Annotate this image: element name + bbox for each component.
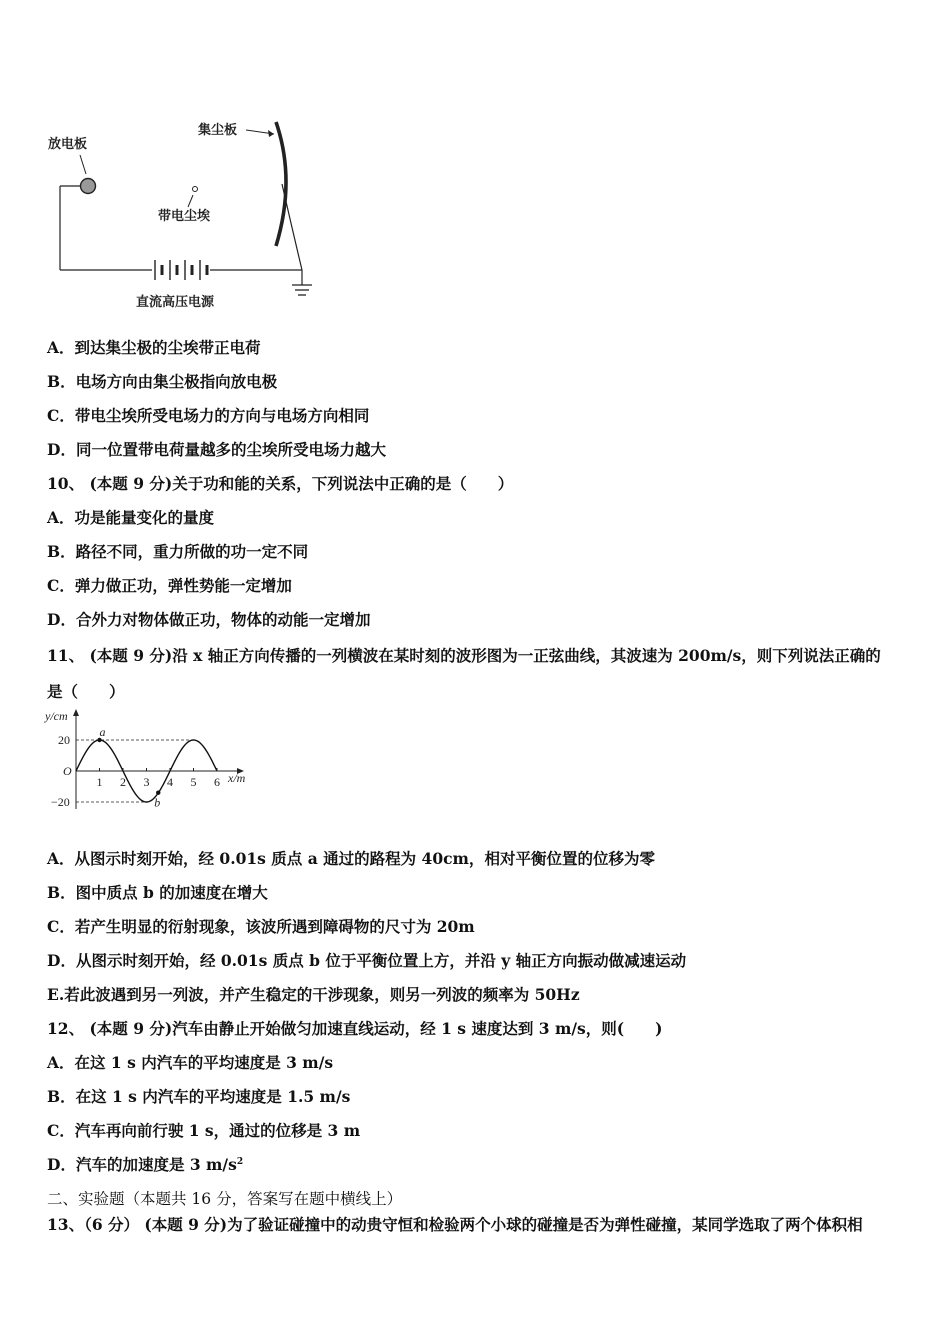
- emitter-plate: [81, 179, 96, 194]
- point-label-a: a: [99, 725, 106, 739]
- y-tick-label: 20: [58, 733, 70, 747]
- point-b: [156, 791, 160, 795]
- ground-icon: [292, 285, 312, 295]
- q10-stem: 10、 (本题 9 分)关于功和能的关系，下列说法中正确的是（ ）: [47, 474, 514, 493]
- y-tick-label: −20: [51, 795, 70, 809]
- collector-plate: [276, 122, 286, 246]
- q11-option-e: E.若此波遇到另一列波，并产生稳定的干涉现象，则另一列波的频率为 50Hz: [47, 985, 580, 1004]
- q13-stem: 13、（6 分） (本题 9 分)为了验证碰撞中的动贵守恒和检验两个小球的碰撞是否为弹性碰撞，某同学选取了两个体积相: [47, 1215, 863, 1234]
- collector-label: 集尘板: [198, 123, 238, 138]
- q9-option-a: A．到达集尘极的尘埃带正电荷: [47, 338, 261, 357]
- q9-option-c: C．带电尘埃所受电场力的方向与电场方向相同: [47, 406, 370, 425]
- q9-option-b: B．电场方向由集尘极指向放电极: [47, 372, 278, 391]
- q11-stem-line1: 11、 (本题 9 分)沿 x 轴正方向传播的一列横波在某时刻的波形图为一正弦曲线，其波速为 200m/s，则下列说法正确的: [47, 646, 881, 665]
- q10-option-b: B．路径不同，重力所做的功一定不同: [47, 542, 309, 561]
- q11-stem-line2: 是（ ）: [47, 682, 125, 701]
- collector-arrow-icon: [268, 130, 274, 137]
- emitter-label: 放电板: [48, 137, 88, 152]
- q10-option-c: C．弹力做正功，弹性势能一定增加: [47, 576, 292, 595]
- dust-pointer: [188, 195, 193, 207]
- q12-option-a: A．在这 1 s 内汽车的平均速度是 3 m/s: [47, 1053, 334, 1072]
- q12-option-c: C．汽车再向前行驶 1 s，通过的位移是 3 m: [47, 1121, 361, 1140]
- power-supply-label: 直流高压电源: [136, 295, 215, 310]
- emitter-pointer: [80, 155, 86, 174]
- precipitator-figure: [40, 110, 330, 315]
- section-heading: 二、实验题（本题共 16 分，答案写在题中横线上）: [47, 1190, 403, 1208]
- point-label-b: b: [154, 795, 161, 810]
- q12-stem: 12、 (本题 9 分)汽车由静止开始做匀加速直线运动，经 1 s 速度达到 3 m/s，则( ): [47, 1019, 663, 1038]
- y-axis-label: y/cm: [45, 709, 68, 723]
- x-axis-label: x/m: [228, 771, 246, 785]
- q9-option-d: D．同一位置带电荷量越多的尘埃所受电场力越大: [47, 440, 386, 459]
- q10-option-a: A．功是能量变化的量度: [47, 508, 215, 527]
- x-tick-label: 2: [120, 775, 126, 789]
- q11-option-c: C．若产生明显的衍射现象，该波所遇到障碍物的尺寸为 20m: [47, 917, 475, 936]
- q11-option-b: B．图中质点 b 的加速度在增大: [47, 883, 268, 902]
- q12-option-b: B．在这 1 s 内汽车的平均速度是 1.5 m/s: [47, 1087, 351, 1106]
- x-tick-label: 4: [167, 775, 173, 789]
- q11-option-a: A．从图示时刻开始，经 0.01s 质点 a 通过的路程为 40cm，相对平衡位置的位移为零: [47, 849, 655, 868]
- y-axis-arrow-icon: [73, 709, 79, 716]
- q11-option-d: D．从图示时刻开始，经 0.01s 质点 b 位于平衡位置上方，并沿 y 轴正方向振动做减速运动: [47, 951, 687, 970]
- x-tick-label: 5: [190, 775, 197, 789]
- x-tick-label: 3: [143, 775, 150, 789]
- collector-wire: [282, 184, 302, 270]
- battery-icon: [155, 260, 207, 280]
- x-tick-origin: O: [63, 764, 72, 778]
- x-tick-label: 6: [214, 775, 220, 789]
- q10-option-d: D．合外力对物体做正功，物体的动能一定增加: [47, 610, 371, 629]
- x-tick-label: 1: [96, 775, 103, 789]
- q12-option-d: D．汽车的加速度是 3 $m/s^2$: [47, 1155, 244, 1174]
- dust-label: 带电尘埃: [158, 209, 211, 224]
- dust-particle: [193, 187, 198, 192]
- wave-chart: [40, 705, 270, 815]
